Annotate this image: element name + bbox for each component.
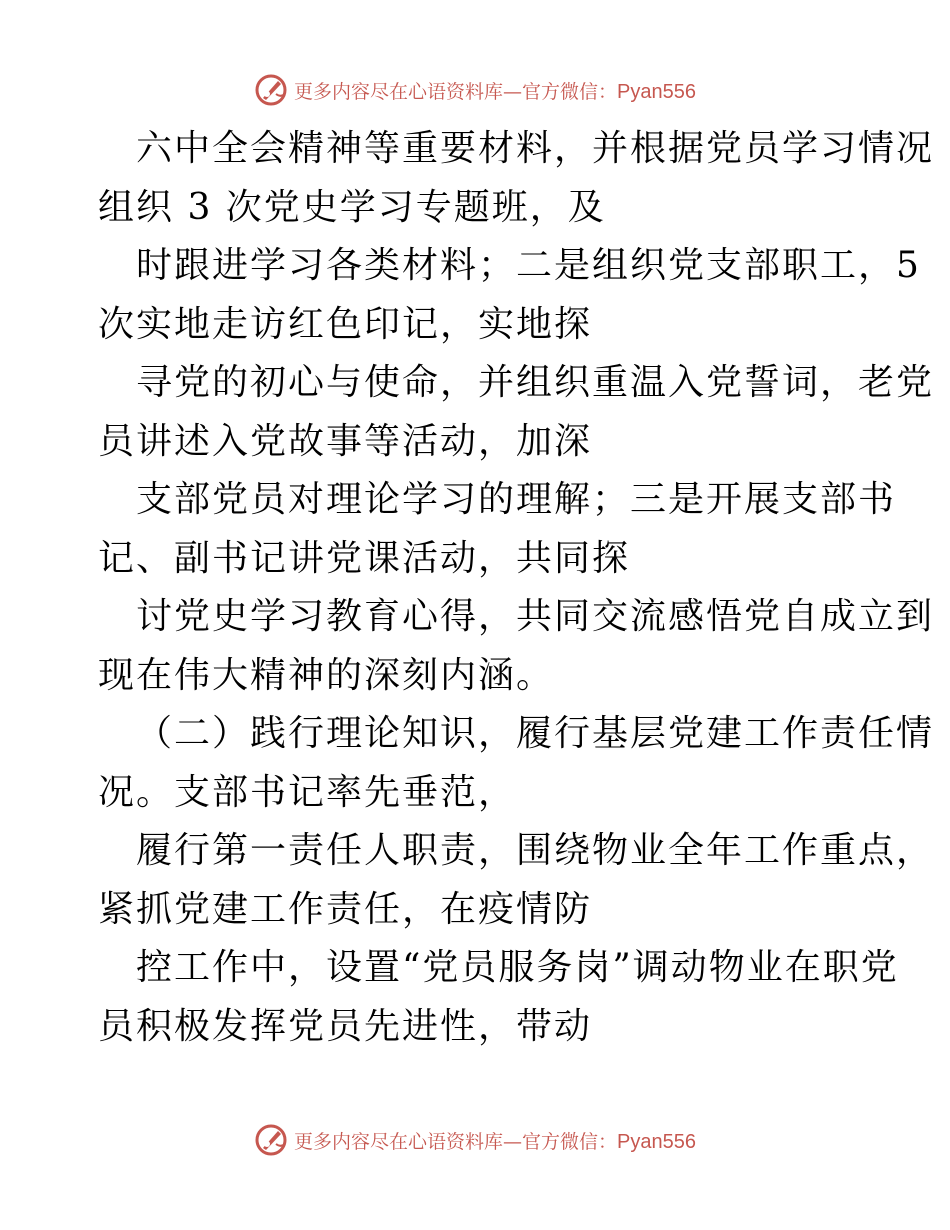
text-line: 现在伟大精神的深刻内涵。 — [98, 654, 555, 696]
text-line: 寻党的初心与使命，并组织重温入党誓词，老党 — [136, 362, 935, 403]
text-line: 履行第一责任人职责，围绕物业全年工作重点， — [136, 830, 935, 871]
footer-watermark-text — [294, 1127, 696, 1154]
text-line: 支部党员对理论学习的理解；三是开展支部书 — [136, 479, 897, 520]
footer-watermark — [0, 1120, 950, 1160]
text-line: 况。支部书记率先垂范， — [98, 771, 517, 813]
text-line: 员讲述入党故事等活动，加深 — [98, 420, 593, 462]
text-line: 次实地走访红色印记，实地探 — [98, 303, 593, 345]
footer-watermark-cn: 更多内容尽在心语资料库—官方微信： — [294, 1130, 618, 1153]
text-line: 时跟进学习各类材料；二是组织党支部职工，5 — [136, 245, 921, 286]
text-line: 组织 3 次党史学习专题班，及 — [98, 186, 606, 228]
header-watermark-cn: 更多内容尽在心语资料库—官方微信： — [294, 80, 618, 103]
quill-seal-logo-icon — [254, 73, 288, 107]
text-line: （二）践行理论知识，履行基层党建工作责任情 — [136, 713, 935, 754]
text-line: 控工作中，设置“党员服务岗”调动物业在职党 — [136, 947, 899, 988]
header-watermark — [0, 70, 950, 110]
text-line: 记、副书记讲党课活动，共同探 — [98, 537, 631, 579]
text-line: 讨党史学习教育心得，共同交流感悟党自成立到 — [136, 596, 935, 637]
footer-watermark-id: Pyan556 — [617, 1130, 696, 1153]
header-watermark-text — [294, 77, 696, 104]
text-line: 紧抓党建工作责任，在疫情防 — [98, 888, 593, 930]
text-line: 员积极发挥党员先进性，带动 — [98, 1005, 593, 1047]
document-body — [98, 120, 935, 1056]
quill-seal-logo-icon — [254, 1123, 288, 1157]
header-watermark-id: Pyan556 — [617, 80, 696, 103]
text-line: 六中全会精神等重要材料，并根据党员学习情况 — [136, 128, 935, 169]
